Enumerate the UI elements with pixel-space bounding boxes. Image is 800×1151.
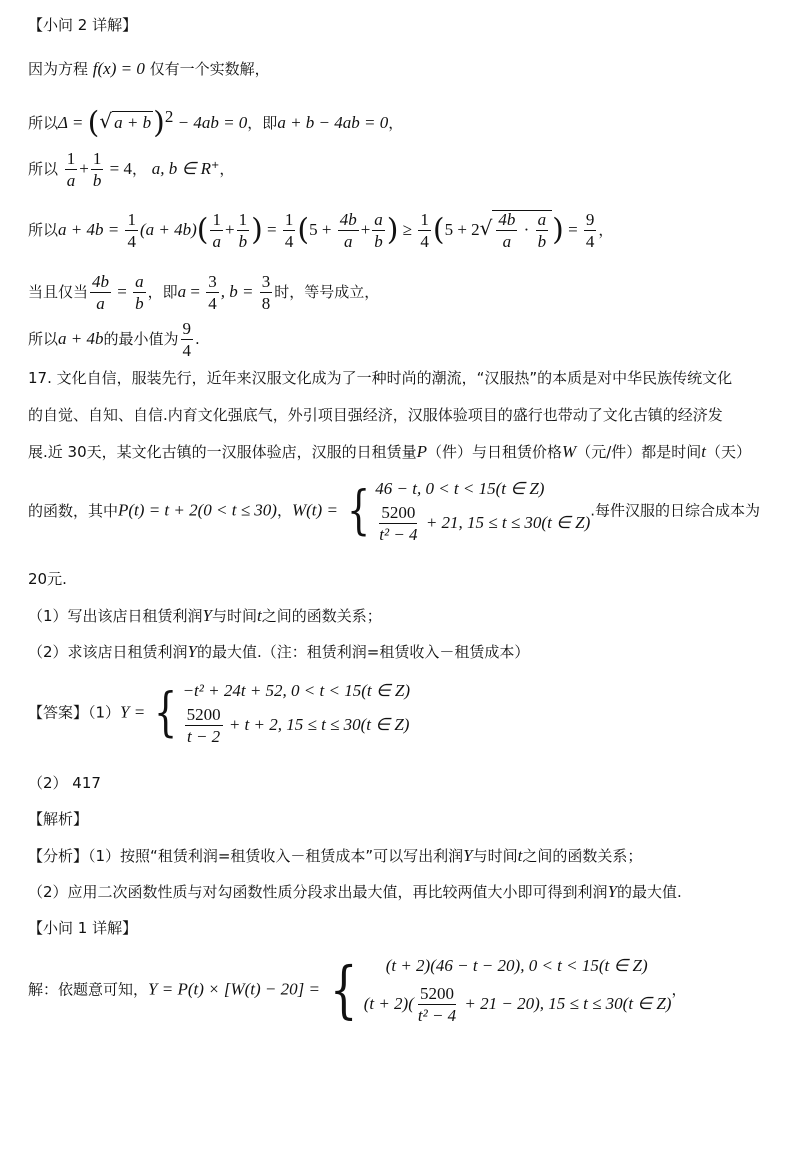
question-1: （1）写出该店日租赁利润Y与时间t之间的函数关系；: [28, 606, 382, 625]
text-line: 所以 $\frac{1}{a}$ + $\frac{1}{b}$ = 4， a, b ∈ R+，: [28, 149, 235, 190]
analysis-line: （2）应用二次函数性质与对勾函数性质分段求出最大值，再比较两值大小即可得到利润Y的最大值.: [28, 882, 682, 901]
problem-17-line: 的函数，其中P(t) = t + 2(0 < t ≤ 30)，W(t) = { 46 − t, 0 < t < 15(t ∈ Z) $\frac{5200}{\text{t² − 4}}$ + 21, 15 ≤ t ≤ 30(t ∈ Z) .每件汉服的日综合成本为: [28, 479, 761, 544]
answer-1: 【答案】（1）Y = { −t² + 24t + 52, 0 < t < 15(t ∈ Z) $\frac{5200}{t - 2}$ + t + 2, 15 ≤ t ≤ 30(t ∈ Z): [28, 681, 411, 746]
text-line: 所以Δ = (√ a + b)$^2$ − 4ab = 0，即a + b − 4ab = 0，: [28, 105, 404, 141]
analysis-line: 【分析】（1）按照“租赁利润=租赁收入－租赁成本”可以写出利润Y与时间t之间的函数关系；: [28, 846, 643, 865]
text-line: 所以a + 4b的最小值为 $\frac{9}{4}$ .: [28, 319, 200, 360]
section-header-q2: 【小问 2 详解】: [28, 16, 138, 34]
answer-2: （2） 417: [28, 774, 101, 792]
problem-17-line: 20元.: [28, 570, 67, 588]
problem-17-line: 的自觉、自知、自信.内育文化强底气，外引项目强经济，汉服体验项目的盛行也带动了文化古镇的经济发: [28, 406, 723, 424]
problem-17-line: 展.近 30天，某文化古镇的一汉服体验店，汉服的日租赁量P（件）与日租赁价格W（元/件）都是时间t（天）: [28, 442, 752, 461]
analysis-header: 【解析】: [28, 810, 89, 828]
text-line: 所以a + 4b = $\frac{1}{4}$ (a + 4b)( $\frac{1}{a}$ + $\frac{1}{b}$ ) = $\frac{1}{4}$ (5 + $\frac{4b}{a}$ + $\frac{a}{b}$ ) ≥ $\frac{1}{4}$ (5 + 2√ $\frac{4b}{a}$ · $\frac{a}{b}$ ) = $\frac{9}{4}$ ，: [28, 210, 614, 251]
question-2: （2）求该店日租赁利润Y的最大值.（注：租赁利润=租赁收入－租赁成本）: [28, 642, 530, 661]
text-line: 因为方程 f(x) = 0 仅有一个实数解，: [28, 59, 270, 78]
solution-line: 解：依题意可知，Y = P(t) × [W(t) − 20] = { (t + 2)(46 − t − 20), 0 < t < 15(t ∈ Z) (t + 2)( $\frac{5200}{\text{t² − 4}}$ + 21 − 20), 15 ≤ t ≤ 30(t ∈ Z) ，: [28, 952, 687, 1026]
problem-17-line: 17. 文化自信，服装先行，近年来汉服文化成为了一种时尚的潮流，“汉服热”的本质是对中华民族传统文化: [28, 369, 733, 387]
section-header-q1: 【小问 1 详解】: [28, 919, 138, 937]
text-line: 当且仅当 $\frac{4b}{a}$ = $\frac{a}{b}$ ，即a = $\frac{3}{4}$ , b = $\frac{3}{8}$ 时，等号成立，: [28, 272, 380, 313]
